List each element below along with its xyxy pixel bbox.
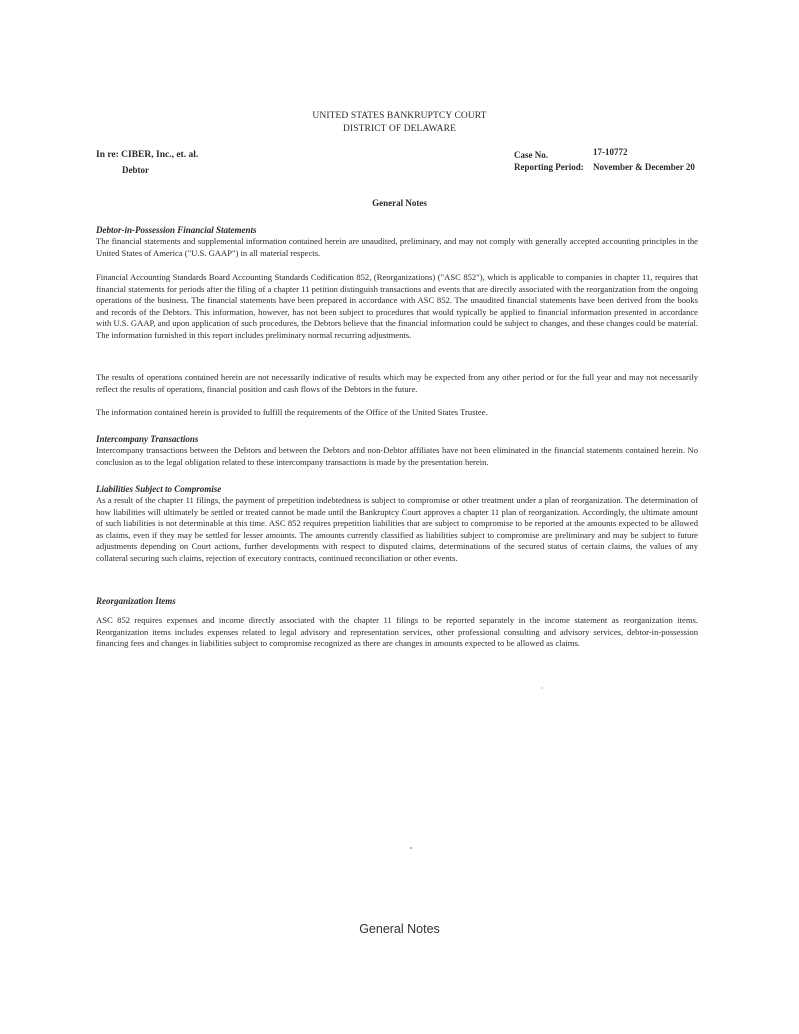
paragraph-dip-1: The financial statements and supplemental information contained herein are unaudited, preliminary, and may not comply with generally accepted accounting principles in the United States of America ("U.S. GAAP") in all material respects. — [96, 236, 698, 258]
section-heading-dip: Debtor-in-Possession Financial Statements — [96, 225, 257, 235]
section-heading-intercompany: Intercompany Transactions — [96, 434, 199, 444]
court-name: UNITED STATES BANKRUPTCY COURT — [312, 111, 487, 121]
scan-speck — [541, 687, 543, 689]
paragraph-reorganization: ASC 852 requires expenses and income directly associated with the chapter 11 filings to be reported separately in the income statement as reorganization items. Reorganization items includes expenses related to legal advisory and representation services, other professional consulting and advisory services, debtor-in-possession financing fees and changes in liabilities subject to compromise recognized as there are changes in amounts expected to be allowed as claims. — [96, 615, 698, 649]
section-heading-liabilities: Liabilities Subject to Compromise — [96, 484, 222, 494]
paragraph-dip-4: The information contained herein is provided to fulfill the requirements of the Office of the United States Trustee. — [96, 407, 488, 417]
section-heading-reorganization: Reorganization Items — [96, 596, 176, 606]
page-title: General Notes — [372, 198, 427, 208]
court-district: DISTRICT OF DELAWARE — [343, 124, 456, 134]
reporting-period-label: Reporting Period: — [514, 162, 584, 172]
reporting-period: November & December 20 — [593, 162, 695, 172]
case-caption: In re: CIBER, Inc., et. al. — [96, 150, 199, 160]
page-footer: General Notes — [359, 922, 440, 936]
paragraph-liabilities: As a result of the chapter 11 filings, the payment of prepetition indebtedness is subject to compromise or other treatment under a plan of reorganization. The determination of how liabilities will ultimately be settled or treated cannot be made until the Bankruptcy Court approves a chapter 11 plan of reorganization. Accordingly, the ultimate amount of such liabilities is not determinable at this time. ASC 852 requires prepetition liabilities that are subject to compromise to be reported at the amounts expected to be allowed as claims, even if they may be settled for lesser amounts. The amounts currently classified as liabilities subject to compromise are preliminary and may be subject to future adjustments depending on Court actions, further developments with respect to disputed claims, determinations of the secured status of certain claims, the values of any collateral securing such claims, rejection of executory contracts, continued reconciliation or other events. — [96, 495, 698, 563]
paragraph-intercompany: Intercompany transactions between the Debtors and between the Debtors and non-Debtor affiliates have not been eliminated in the financial statements contained herein. No conclusion as to the legal obligation related to these intercompany transactions is made by the presentation herein. — [96, 445, 698, 467]
debtor-label: Debtor — [122, 165, 149, 175]
case-number: 17-10772 — [593, 147, 628, 157]
case-number-label: Case No. — [514, 150, 548, 160]
paragraph-dip-3: The results of operations contained herein are not necessarily indicative of results which may be expected from any other period or for the full year and may not necessarily reflect the results of operations, financial position and cash flows of the Debtors in the future. — [96, 372, 698, 394]
scan-speck — [410, 847, 412, 849]
paragraph-dip-2: Financial Accounting Standards Board Accounting Standards Codification 852, (Reorganizations) ("ASC 852"), which is applicable to companies in chapter 11, requires that financial statements for periods after the filing of a chapter 11 petition distinguish transactions and events that are directly associated with the reorganization from the ongoing operations of the business. The financial statements have been prepared in accordance with ASC 852. The unaudited financial statements have been derived from the books and records of the Debtors. This information, however, has not been subject to procedures that would typically be applied to financial information presented in accordance with U.S. GAAP, and upon application of such procedures, the Debtors believe that the financial information could be subject to changes, and these changes could be material. The information furnished in this report includes preliminary normal recurring adjustments. — [96, 272, 698, 340]
